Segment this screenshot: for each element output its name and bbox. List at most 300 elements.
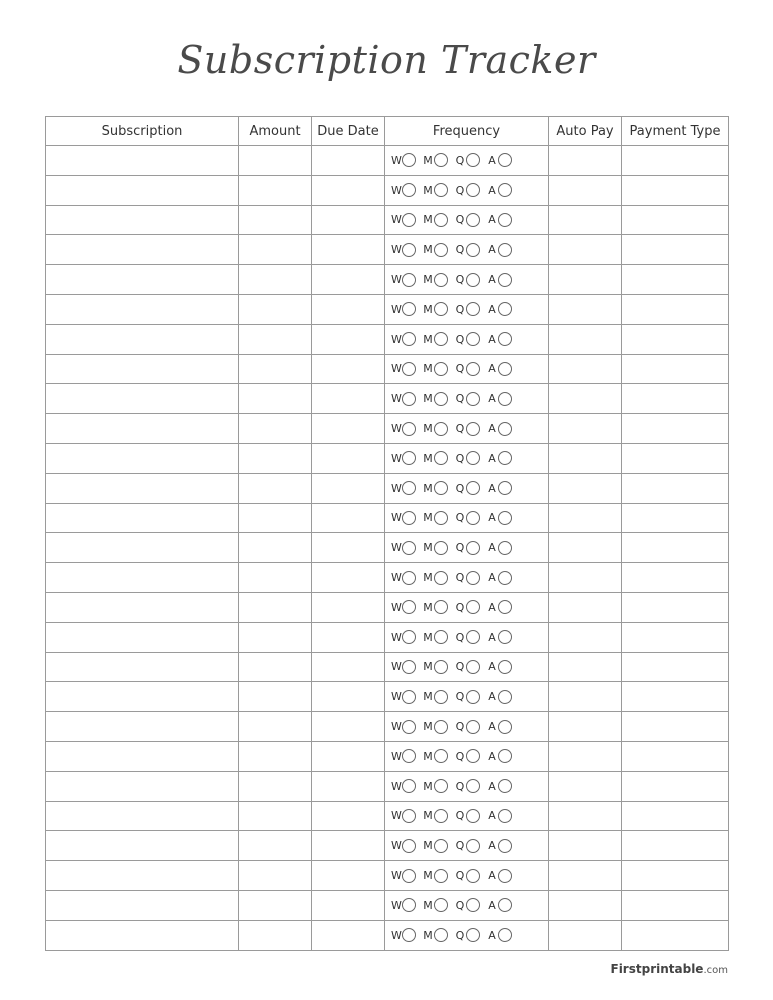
frequency-option [391, 183, 416, 197]
frequency-option [455, 213, 480, 227]
frequency-radio-circle[interactable] [466, 392, 480, 406]
frequency-radio-circle[interactable] [402, 928, 416, 942]
auto-pay-cell[interactable] [549, 205, 622, 235]
frequency-radio-circle[interactable] [402, 302, 416, 316]
payment-type-cell[interactable] [622, 741, 729, 771]
frequency-radio-circle[interactable] [466, 571, 480, 585]
subscription-cell[interactable] [46, 920, 239, 950]
frequency-radio-circle[interactable] [402, 451, 416, 465]
table-row [46, 592, 729, 622]
payment-type-cell[interactable] [622, 384, 729, 414]
frequency-radio-circle[interactable] [402, 481, 416, 495]
frequency-radio-circle[interactable] [466, 869, 480, 883]
frequency-radio-circle[interactable] [402, 392, 416, 406]
subscription-cell[interactable] [46, 563, 239, 593]
frequency-radio-circle[interactable] [402, 720, 416, 734]
frequency-radio-circle[interactable] [466, 451, 480, 465]
auto-pay-cell[interactable] [549, 831, 622, 861]
due-date-cell[interactable] [312, 682, 385, 712]
amount-cell[interactable] [239, 592, 312, 622]
frequency-radio-circle[interactable] [402, 422, 416, 436]
payment-type-cell[interactable] [622, 146, 729, 176]
frequency-radio-circle[interactable] [466, 302, 480, 316]
subscription-cell[interactable] [46, 235, 239, 265]
subscription-cell[interactable] [46, 265, 239, 295]
frequency-option-label: W [391, 422, 402, 436]
payment-type-cell[interactable] [622, 473, 729, 503]
payment-type-cell[interactable] [622, 294, 729, 324]
due-date-cell[interactable] [312, 443, 385, 473]
frequency-cell [385, 831, 549, 861]
frequency-radio-circle[interactable] [498, 571, 512, 585]
frequency-radio-circle[interactable] [434, 213, 448, 227]
subscription-cell[interactable] [46, 146, 239, 176]
table-row [46, 473, 729, 503]
frequency-radio-circle[interactable] [498, 898, 512, 912]
frequency-option-label: M [423, 332, 433, 346]
due-date-cell[interactable] [312, 652, 385, 682]
frequency-radio-circle[interactable] [466, 928, 480, 942]
amount-cell[interactable] [239, 354, 312, 384]
auto-pay-cell[interactable] [549, 652, 622, 682]
frequency-radio-circle[interactable] [434, 422, 448, 436]
frequency-radio-circle[interactable] [434, 600, 448, 614]
frequency-radio-circle[interactable] [434, 839, 448, 853]
payment-type-cell[interactable] [622, 414, 729, 444]
frequency-radio-circle[interactable] [434, 690, 448, 704]
frequency-radio-circle[interactable] [402, 362, 416, 376]
due-date-cell[interactable] [312, 384, 385, 414]
subscription-cell[interactable] [46, 473, 239, 503]
frequency-radio-circle[interactable] [402, 839, 416, 853]
frequency-radio-circle[interactable] [498, 660, 512, 674]
frequency-radio-circle[interactable] [434, 898, 448, 912]
frequency-radio-circle[interactable] [466, 422, 480, 436]
frequency-radio-circle[interactable] [498, 481, 512, 495]
due-date-cell[interactable] [312, 473, 385, 503]
frequency-radio-circle[interactable] [434, 183, 448, 197]
frequency-radio-circle[interactable] [402, 243, 416, 257]
auto-pay-cell[interactable] [549, 354, 622, 384]
payment-type-cell[interactable] [622, 235, 729, 265]
subscription-cell[interactable] [46, 712, 239, 742]
frequency-radio-circle[interactable] [498, 630, 512, 644]
frequency-radio-circle[interactable] [466, 600, 480, 614]
frequency-option-label: A [488, 898, 496, 912]
amount-cell[interactable] [239, 265, 312, 295]
frequency-option-label: M [423, 302, 433, 316]
due-date-cell[interactable] [312, 324, 385, 354]
subscription-cell[interactable] [46, 861, 239, 891]
frequency-radio-circle[interactable] [498, 362, 512, 376]
frequency-radio-circle[interactable] [402, 869, 416, 883]
frequency-cell [385, 563, 549, 593]
payment-type-cell[interactable] [622, 801, 729, 831]
amount-cell[interactable] [239, 712, 312, 742]
due-date-cell[interactable] [312, 890, 385, 920]
subscription-cell[interactable] [46, 294, 239, 324]
frequency-radio-circle[interactable] [434, 571, 448, 585]
subscription-cell[interactable] [46, 622, 239, 652]
frequency-option-label: A [488, 541, 496, 555]
frequency-option-label: W [391, 273, 402, 287]
subscription-cell[interactable] [46, 652, 239, 682]
amount-cell[interactable] [239, 771, 312, 801]
due-date-cell[interactable] [312, 741, 385, 771]
amount-cell[interactable] [239, 146, 312, 176]
frequency-option [455, 660, 480, 674]
amount-cell[interactable] [239, 890, 312, 920]
frequency-radio-circle[interactable] [434, 392, 448, 406]
auto-pay-cell[interactable] [549, 235, 622, 265]
frequency-radio-circle[interactable] [466, 749, 480, 763]
frequency-option [455, 153, 480, 167]
auto-pay-cell[interactable] [549, 473, 622, 503]
subscription-cell[interactable] [46, 592, 239, 622]
amount-cell[interactable] [239, 175, 312, 205]
amount-cell[interactable] [239, 622, 312, 652]
frequency-radio-circle[interactable] [466, 809, 480, 823]
due-date-cell[interactable] [312, 205, 385, 235]
frequency-option-label: M [423, 809, 433, 823]
frequency-option-label: W [391, 779, 402, 793]
due-date-cell[interactable] [312, 294, 385, 324]
frequency-option-label: Q [455, 481, 465, 495]
table-row [46, 294, 729, 324]
brand-name: Firstprintable [610, 962, 704, 976]
auto-pay-cell[interactable] [549, 265, 622, 295]
frequency-option-label: Q [455, 273, 465, 287]
payment-type-cell[interactable] [622, 354, 729, 384]
auto-pay-cell[interactable] [549, 682, 622, 712]
payment-type-cell[interactable] [622, 652, 729, 682]
frequency-cell [385, 235, 549, 265]
table-row [46, 146, 729, 176]
subscription-cell[interactable] [46, 354, 239, 384]
auto-pay-cell[interactable] [549, 533, 622, 563]
frequency-option [487, 213, 512, 227]
frequency-radio-circle[interactable] [434, 511, 448, 525]
amount-cell[interactable] [239, 563, 312, 593]
payment-type-cell[interactable] [622, 682, 729, 712]
auto-pay-cell[interactable] [549, 771, 622, 801]
frequency-radio-circle[interactable] [466, 511, 480, 525]
due-date-cell[interactable] [312, 146, 385, 176]
subscription-cell[interactable] [46, 890, 239, 920]
auto-pay-cell[interactable] [549, 741, 622, 771]
subscription-cell[interactable] [46, 801, 239, 831]
frequency-radio-circle[interactable] [434, 481, 448, 495]
auto-pay-cell[interactable] [549, 563, 622, 593]
frequency-option [455, 243, 480, 257]
frequency-radio-circle[interactable] [498, 302, 512, 316]
frequency-radio-circle[interactable] [498, 511, 512, 525]
frequency-option-label: W [391, 302, 402, 316]
frequency-radio-circle[interactable] [434, 869, 448, 883]
subscription-cell[interactable] [46, 324, 239, 354]
subscription-cell[interactable] [46, 443, 239, 473]
frequency-option-label: M [423, 928, 433, 942]
amount-cell[interactable] [239, 741, 312, 771]
payment-type-cell[interactable] [622, 503, 729, 533]
frequency-radio-circle[interactable] [434, 779, 448, 793]
frequency-radio-circle[interactable] [434, 362, 448, 376]
auto-pay-cell[interactable] [549, 861, 622, 891]
auto-pay-cell[interactable] [549, 294, 622, 324]
auto-pay-cell[interactable] [549, 414, 622, 444]
frequency-radio-circle[interactable] [498, 749, 512, 763]
frequency-radio-circle[interactable] [498, 869, 512, 883]
frequency-radio-circle[interactable] [434, 809, 448, 823]
frequency-radio-circle[interactable] [402, 749, 416, 763]
auto-pay-cell[interactable] [549, 712, 622, 742]
column-header-frequency: Frequency [385, 117, 549, 146]
payment-type-cell[interactable] [622, 890, 729, 920]
frequency-radio-circle[interactable] [498, 332, 512, 346]
payment-type-cell[interactable] [622, 205, 729, 235]
page-title: Subscription Tracker [177, 38, 596, 82]
amount-cell[interactable] [239, 205, 312, 235]
frequency-cell [385, 533, 549, 563]
amount-cell[interactable] [239, 533, 312, 563]
auto-pay-cell[interactable] [549, 443, 622, 473]
subscription-cell[interactable] [46, 175, 239, 205]
frequency-radio-circle[interactable] [498, 451, 512, 465]
brand-watermark [611, 962, 729, 976]
subscription-cell[interactable] [46, 741, 239, 771]
amount-cell[interactable] [239, 443, 312, 473]
frequency-radio-circle[interactable] [402, 571, 416, 585]
amount-cell[interactable] [239, 503, 312, 533]
frequency-radio-circle[interactable] [498, 183, 512, 197]
frequency-radio-circle[interactable] [434, 243, 448, 257]
amount-cell[interactable] [239, 473, 312, 503]
frequency-radio-circle[interactable] [434, 541, 448, 555]
payment-type-cell[interactable] [622, 771, 729, 801]
subscription-cell[interactable] [46, 831, 239, 861]
frequency-radio-circle[interactable] [434, 451, 448, 465]
frequency-radio-circle[interactable] [498, 839, 512, 853]
table-row [46, 265, 729, 295]
amount-cell[interactable] [239, 414, 312, 444]
payment-type-cell[interactable] [622, 712, 729, 742]
amount-cell[interactable] [239, 801, 312, 831]
subscription-cell[interactable] [46, 205, 239, 235]
auto-pay-cell[interactable] [549, 146, 622, 176]
payment-type-cell[interactable] [622, 622, 729, 652]
frequency-radio-circle[interactable] [434, 332, 448, 346]
auto-pay-cell[interactable] [549, 622, 622, 652]
frequency-radio-circle[interactable] [402, 600, 416, 614]
frequency-radio-circle[interactable] [466, 839, 480, 853]
amount-cell[interactable] [239, 861, 312, 891]
due-date-cell[interactable] [312, 771, 385, 801]
payment-type-cell[interactable] [622, 920, 729, 950]
payment-type-cell[interactable] [622, 265, 729, 295]
frequency-option-label: Q [455, 511, 465, 525]
payment-type-cell[interactable] [622, 831, 729, 861]
frequency-radio-circle[interactable] [434, 302, 448, 316]
subscription-cell[interactable] [46, 771, 239, 801]
frequency-option-label: A [488, 422, 496, 436]
frequency-radio-circle[interactable] [466, 183, 480, 197]
frequency-option [487, 392, 512, 406]
frequency-option-label: A [488, 302, 496, 316]
frequency-option [423, 660, 448, 674]
due-date-cell[interactable] [312, 920, 385, 950]
due-date-cell[interactable] [312, 414, 385, 444]
payment-type-cell[interactable] [622, 563, 729, 593]
amount-cell[interactable] [239, 294, 312, 324]
frequency-radio-circle[interactable] [402, 690, 416, 704]
frequency-radio-circle[interactable] [434, 273, 448, 287]
frequency-radio-circle[interactable] [466, 690, 480, 704]
frequency-radio-circle[interactable] [498, 541, 512, 555]
frequency-radio-circle[interactable] [498, 273, 512, 287]
auto-pay-cell[interactable] [549, 920, 622, 950]
frequency-radio-circle[interactable] [402, 332, 416, 346]
frequency-radio-circle[interactable] [466, 720, 480, 734]
subscription-cell[interactable] [46, 682, 239, 712]
due-date-cell[interactable] [312, 801, 385, 831]
frequency-radio-circle[interactable] [402, 898, 416, 912]
frequency-option [455, 273, 480, 287]
payment-type-cell[interactable] [622, 443, 729, 473]
subscription-cell[interactable] [46, 503, 239, 533]
frequency-radio-circle[interactable] [466, 481, 480, 495]
table-row [46, 414, 729, 444]
table-header-row [46, 117, 729, 146]
frequency-radio-circle[interactable] [466, 213, 480, 227]
due-date-cell[interactable] [312, 235, 385, 265]
due-date-cell[interactable] [312, 503, 385, 533]
frequency-radio-circle[interactable] [466, 243, 480, 257]
auto-pay-cell[interactable] [549, 890, 622, 920]
frequency-radio-circle[interactable] [498, 720, 512, 734]
frequency-radio-circle[interactable] [402, 183, 416, 197]
frequency-radio-circle[interactable] [498, 422, 512, 436]
frequency-radio-circle[interactable] [402, 511, 416, 525]
due-date-cell[interactable] [312, 712, 385, 742]
frequency-radio-circle[interactable] [402, 153, 416, 167]
frequency-option-label: Q [455, 690, 465, 704]
frequency-option-label: Q [455, 600, 465, 614]
frequency-radio-circle[interactable] [466, 362, 480, 376]
auto-pay-cell[interactable] [549, 324, 622, 354]
frequency-radio-circle[interactable] [402, 630, 416, 644]
frequency-radio-circle[interactable] [466, 660, 480, 674]
frequency-radio-circle[interactable] [434, 630, 448, 644]
due-date-cell[interactable] [312, 622, 385, 652]
amount-cell[interactable] [239, 384, 312, 414]
frequency-radio-circle[interactable] [498, 779, 512, 793]
amount-cell[interactable] [239, 920, 312, 950]
due-date-cell[interactable] [312, 265, 385, 295]
due-date-cell[interactable] [312, 861, 385, 891]
auto-pay-cell[interactable] [549, 801, 622, 831]
frequency-option-label: Q [455, 571, 465, 585]
payment-type-cell[interactable] [622, 861, 729, 891]
frequency-option-label: W [391, 213, 402, 227]
frequency-radio-circle[interactable] [498, 243, 512, 257]
auto-pay-cell[interactable] [549, 175, 622, 205]
frequency-radio-circle[interactable] [498, 809, 512, 823]
frequency-radio-circle[interactable] [402, 660, 416, 674]
amount-cell[interactable] [239, 831, 312, 861]
frequency-radio-circle[interactable] [498, 600, 512, 614]
frequency-radio-circle[interactable] [402, 541, 416, 555]
frequency-radio-circle[interactable] [434, 928, 448, 942]
frequency-radio-circle[interactable] [434, 660, 448, 674]
frequency-cell [385, 801, 549, 831]
frequency-option-label: A [488, 928, 496, 942]
due-date-cell[interactable] [312, 831, 385, 861]
frequency-option [423, 332, 448, 346]
amount-cell[interactable] [239, 235, 312, 265]
auto-pay-cell[interactable] [549, 592, 622, 622]
frequency-radio-circle[interactable] [498, 213, 512, 227]
payment-type-cell[interactable] [622, 175, 729, 205]
frequency-radio-circle[interactable] [466, 153, 480, 167]
amount-cell[interactable] [239, 324, 312, 354]
frequency-option [391, 928, 416, 942]
table-row [46, 354, 729, 384]
subscription-cell[interactable] [46, 384, 239, 414]
frequency-radio-circle[interactable] [498, 392, 512, 406]
auto-pay-cell[interactable] [549, 384, 622, 414]
frequency-option-label: M [423, 153, 433, 167]
payment-type-cell[interactable] [622, 324, 729, 354]
frequency-option-label: M [423, 600, 433, 614]
frequency-radio-circle[interactable] [402, 809, 416, 823]
frequency-option-label: W [391, 928, 402, 942]
frequency-option [455, 630, 480, 644]
due-date-cell[interactable] [312, 175, 385, 205]
frequency-radio-circle[interactable] [466, 779, 480, 793]
frequency-radio-circle[interactable] [402, 213, 416, 227]
frequency-radio-circle[interactable] [434, 749, 448, 763]
frequency-option [391, 660, 416, 674]
frequency-option [391, 779, 416, 793]
frequency-radio-circle[interactable] [466, 273, 480, 287]
due-date-cell[interactable] [312, 563, 385, 593]
amount-cell[interactable] [239, 682, 312, 712]
payment-type-cell[interactable] [622, 592, 729, 622]
due-date-cell[interactable] [312, 592, 385, 622]
frequency-radio-circle[interactable] [466, 898, 480, 912]
frequency-option-label: W [391, 332, 402, 346]
due-date-cell[interactable] [312, 533, 385, 563]
frequency-radio-circle[interactable] [466, 332, 480, 346]
frequency-radio-circle[interactable] [434, 720, 448, 734]
auto-pay-cell[interactable] [549, 503, 622, 533]
frequency-radio-circle[interactable] [402, 273, 416, 287]
frequency-radio-circle[interactable] [434, 153, 448, 167]
frequency-radio-circle[interactable] [498, 928, 512, 942]
subscription-cell[interactable] [46, 533, 239, 563]
frequency-radio-circle[interactable] [466, 630, 480, 644]
subscription-cell[interactable] [46, 414, 239, 444]
frequency-radio-circle[interactable] [466, 541, 480, 555]
frequency-option-label: A [488, 839, 496, 853]
amount-cell[interactable] [239, 652, 312, 682]
frequency-radio-circle[interactable] [402, 779, 416, 793]
frequency-option-label: M [423, 273, 433, 287]
due-date-cell[interactable] [312, 354, 385, 384]
payment-type-cell[interactable] [622, 533, 729, 563]
frequency-radio-circle[interactable] [498, 153, 512, 167]
frequency-radio-circle[interactable] [498, 690, 512, 704]
